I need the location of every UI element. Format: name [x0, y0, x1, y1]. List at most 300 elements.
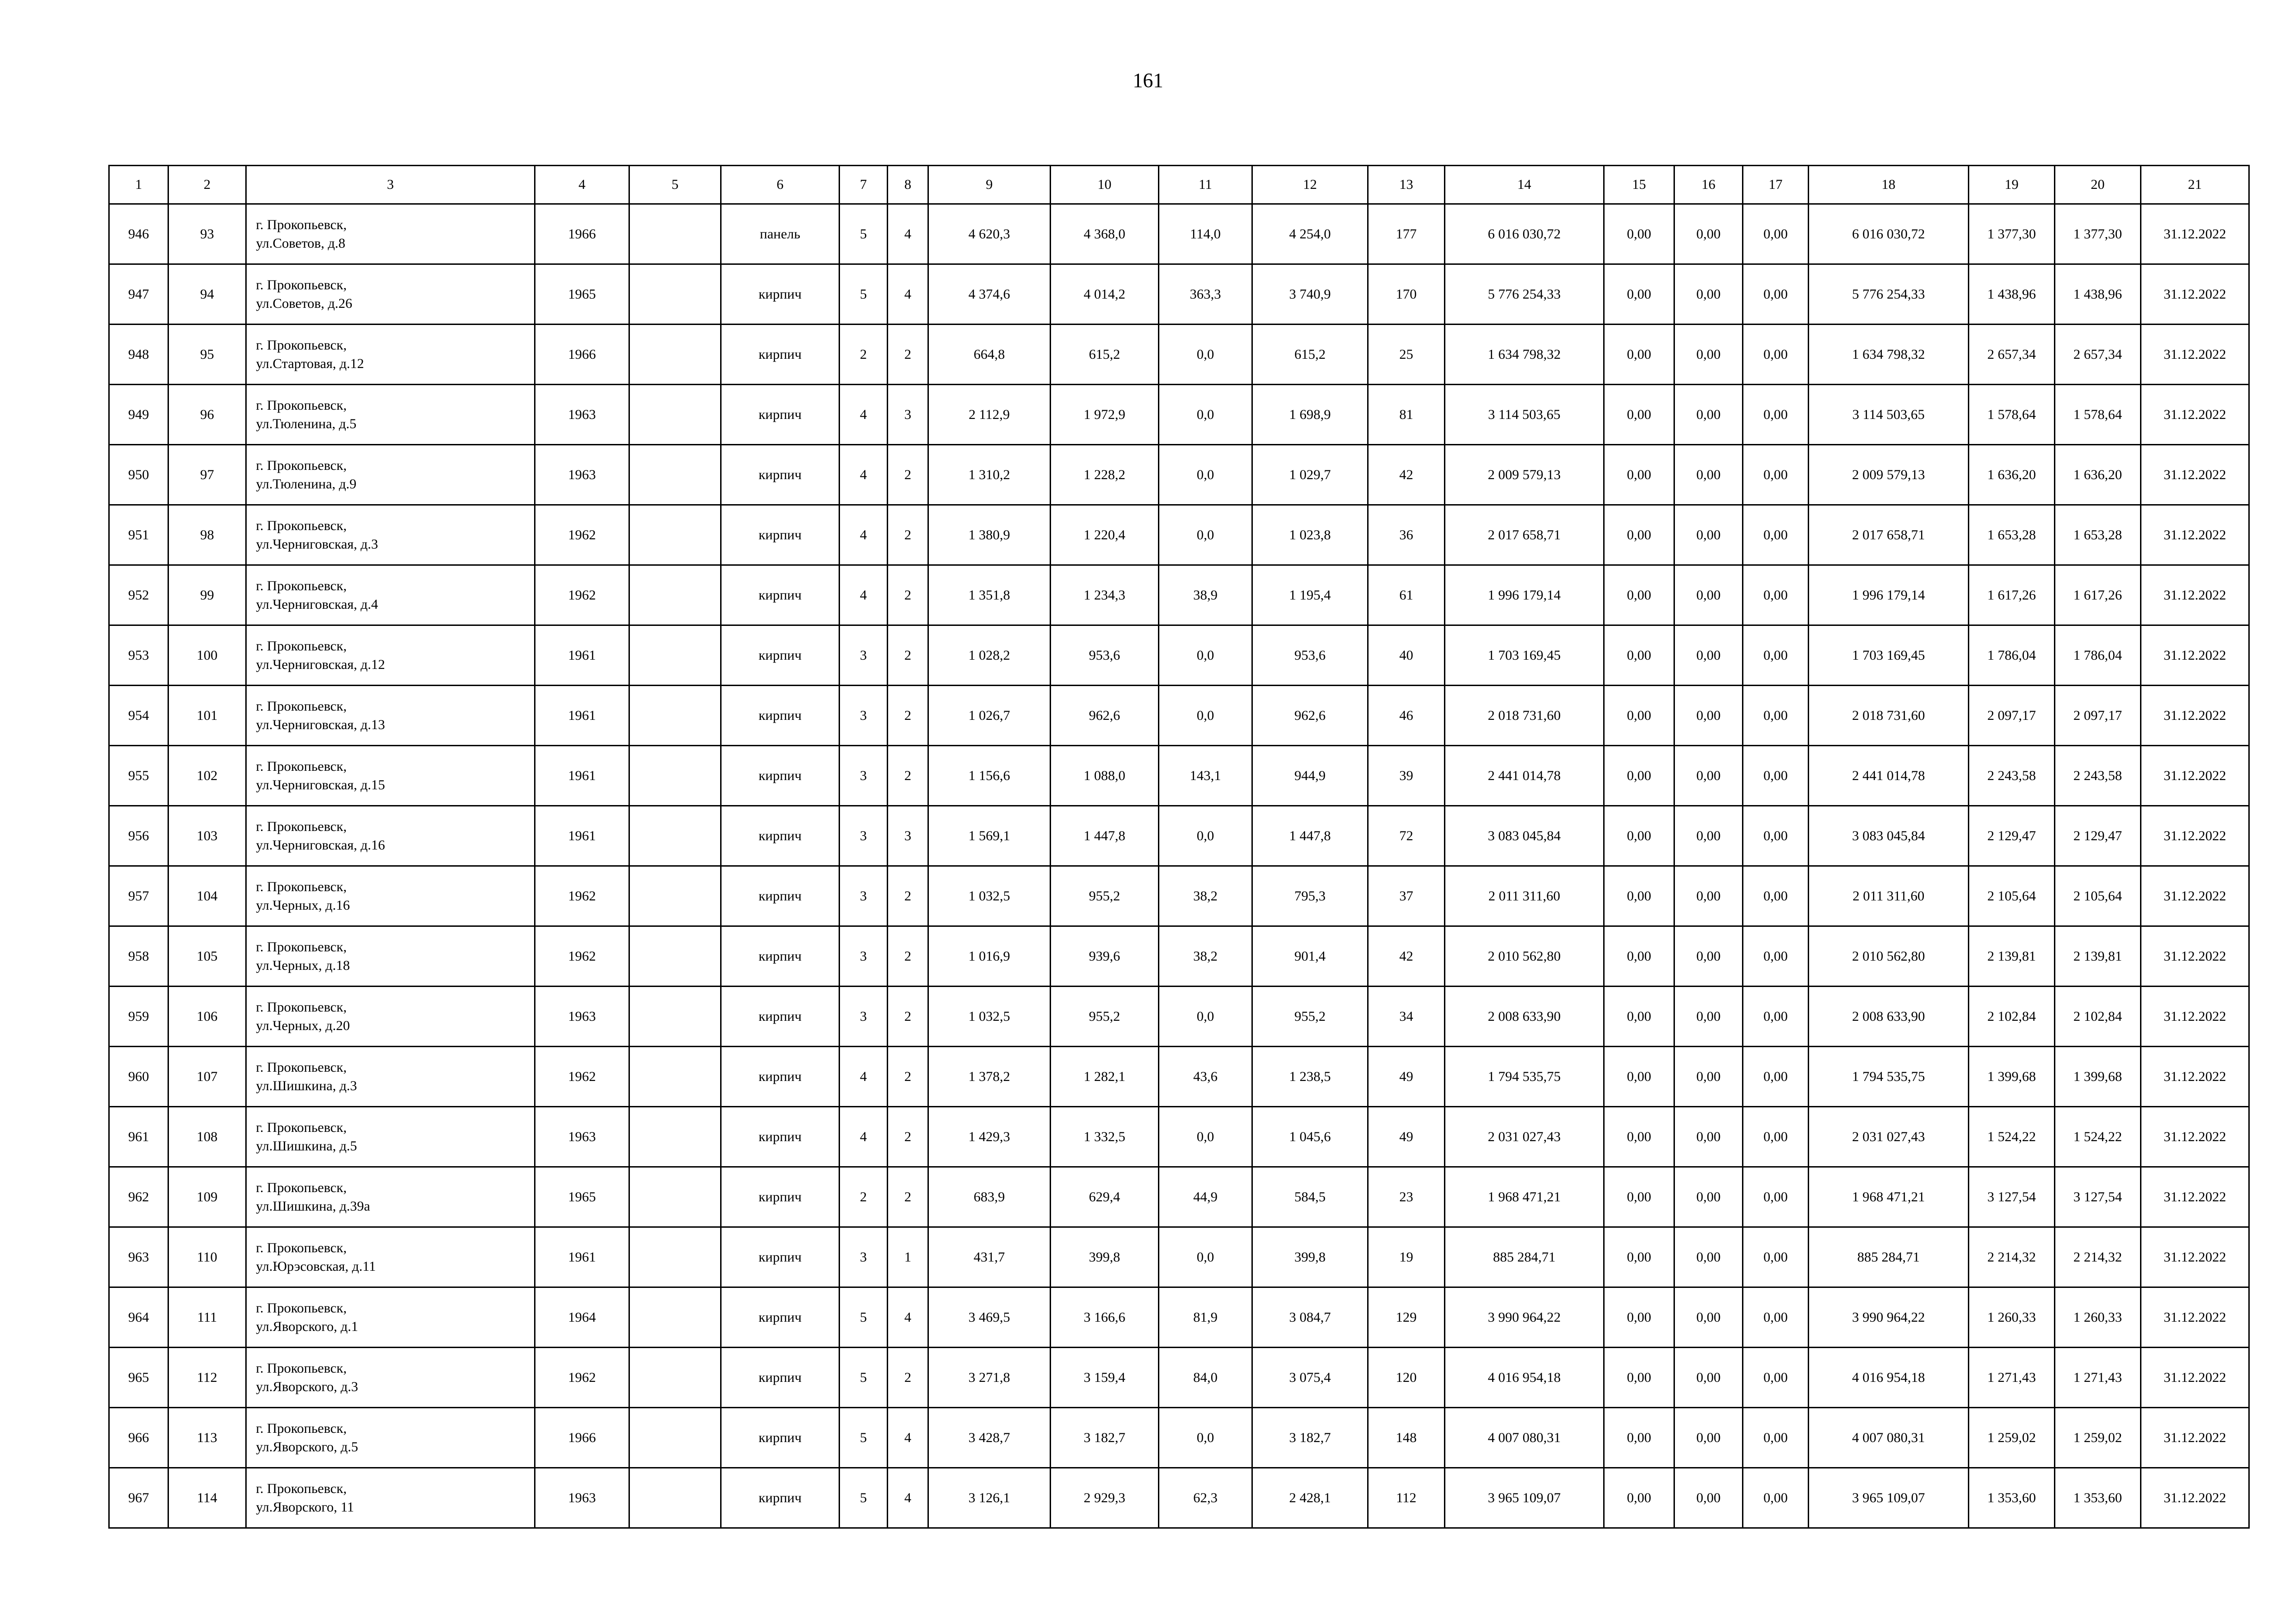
cell-col-18: 6 016 030,72: [1809, 204, 1969, 264]
cell-col-14: 885 284,71: [1445, 1227, 1604, 1287]
cell-col-7: 4: [840, 385, 888, 445]
cell-col-13: 81: [1368, 385, 1445, 445]
cell-col-20: 1 524,22: [2055, 1107, 2141, 1167]
cell-col-8: 2: [888, 565, 928, 625]
cell-col-11: 0,0: [1159, 806, 1252, 866]
address-street: ул.Юрэсовская, д.11: [256, 1258, 376, 1274]
cell-col-7: 5: [840, 264, 888, 325]
cell-col-6: кирпич: [721, 1167, 840, 1227]
cell-col-13: 177: [1368, 204, 1445, 264]
address-street: ул.Советов, д.8: [256, 235, 346, 251]
cell-col-9: 3 271,8: [928, 1348, 1051, 1408]
cell-col-15: 0,00: [1604, 866, 1674, 926]
address-cell: [246, 746, 535, 806]
cell-col-17: 0,00: [1743, 1468, 1809, 1528]
cell-col-18: 3 990 964,22: [1809, 1287, 1969, 1348]
address-cell: [246, 1107, 535, 1167]
cell-col-4: 1961: [535, 1227, 629, 1287]
cell-col-10: 3 159,4: [1051, 1348, 1159, 1408]
column-number-14: 14: [1445, 166, 1604, 204]
cell-col-7: 5: [840, 1408, 888, 1468]
cell-col-20: 2 102,84: [2055, 987, 2141, 1047]
cell-col-7: 2: [840, 325, 888, 385]
cell-col-9: 431,7: [928, 1227, 1051, 1287]
column-number-17: 17: [1743, 166, 1809, 204]
cell-col-19: 1 377,30: [1969, 204, 2055, 264]
cell-col-2: 96: [168, 385, 246, 445]
cell-col-8: 2: [888, 987, 928, 1047]
column-number-15: 15: [1604, 166, 1674, 204]
cell-col-10: 2 929,3: [1051, 1468, 1159, 1528]
cell-col-15: 0,00: [1604, 806, 1674, 866]
cell-col-11: 143,1: [1159, 746, 1252, 806]
address-street: ул.Советов, д.26: [256, 295, 353, 311]
cell-col-5: [629, 1047, 721, 1107]
cell-col-14: 5 776 254,33: [1445, 264, 1604, 325]
cell-col-11: 0,0: [1159, 1227, 1252, 1287]
cell-col-17: 0,00: [1743, 1227, 1809, 1287]
cell-col-15: 0,00: [1604, 987, 1674, 1047]
cell-col-13: 23: [1368, 1167, 1445, 1227]
cell-col-19: 1 617,26: [1969, 565, 2055, 625]
cell-col-6: кирпич: [721, 1047, 840, 1107]
column-number-20: 20: [2055, 166, 2141, 204]
cell-col-9: 1 310,2: [928, 445, 1051, 505]
cell-col-20: 2 105,64: [2055, 866, 2141, 926]
table-row: [109, 1227, 2249, 1287]
cell-col-13: 129: [1368, 1287, 1445, 1348]
address-city: г. Прокопьевск,: [256, 578, 347, 593]
cell-col-8: 2: [888, 746, 928, 806]
address-street: ул.Черниговская, д.4: [256, 596, 378, 612]
cell-col-1: 949: [109, 385, 168, 445]
cell-col-5: [629, 866, 721, 926]
cell-col-7: 4: [840, 1107, 888, 1167]
cell-col-12: 962,6: [1252, 686, 1368, 746]
cell-col-13: 61: [1368, 565, 1445, 625]
cell-col-12: 3 084,7: [1252, 1287, 1368, 1348]
cell-col-8: 4: [888, 264, 928, 325]
cell-col-13: 42: [1368, 926, 1445, 987]
cell-col-13: 148: [1368, 1408, 1445, 1468]
cell-col-7: 3: [840, 926, 888, 987]
cell-col-18: 4 016 954,18: [1809, 1348, 1969, 1408]
cell-col-10: 615,2: [1051, 325, 1159, 385]
cell-col-9: 2 112,9: [928, 385, 1051, 445]
cell-col-18: 3 114 503,65: [1809, 385, 1969, 445]
cell-col-12: 3 740,9: [1252, 264, 1368, 325]
cell-col-5: [629, 1107, 721, 1167]
cell-col-17: 0,00: [1743, 746, 1809, 806]
address-street: ул.Черниговская, д.16: [256, 837, 385, 853]
address-street: ул.Стартовая, д.12: [256, 356, 364, 371]
cell-col-21: 31.12.2022: [2141, 926, 2249, 987]
cell-col-19: 1 786,04: [1969, 625, 2055, 686]
cell-col-18: 2 010 562,80: [1809, 926, 1969, 987]
cell-col-14: 2 441 014,78: [1445, 746, 1604, 806]
cell-col-19: 1 399,68: [1969, 1047, 2055, 1107]
address-street: ул.Черниговская, д.13: [256, 717, 385, 732]
cell-col-4: 1965: [535, 1167, 629, 1227]
cell-col-6: кирпич: [721, 625, 840, 686]
cell-col-14: 2 009 579,13: [1445, 445, 1604, 505]
cell-col-1: 966: [109, 1408, 168, 1468]
cell-col-18: 2 011 311,60: [1809, 866, 1969, 926]
cell-col-17: 0,00: [1743, 1348, 1809, 1408]
cell-col-2: 109: [168, 1167, 246, 1227]
cell-col-9: 1 032,5: [928, 866, 1051, 926]
cell-col-7: 5: [840, 1468, 888, 1528]
cell-col-13: 72: [1368, 806, 1445, 866]
address-cell: [246, 565, 535, 625]
cell-col-14: 2 031 027,43: [1445, 1107, 1604, 1167]
cell-col-17: 0,00: [1743, 325, 1809, 385]
cell-col-11: 38,2: [1159, 926, 1252, 987]
cell-col-17: 0,00: [1743, 866, 1809, 926]
cell-col-5: [629, 385, 721, 445]
address-city: г. Прокопьевск,: [256, 518, 347, 533]
cell-col-2: 95: [168, 325, 246, 385]
cell-col-1: 948: [109, 325, 168, 385]
cell-col-13: 42: [1368, 445, 1445, 505]
cell-col-10: 1 088,0: [1051, 746, 1159, 806]
cell-col-5: [629, 505, 721, 565]
cell-col-14: 2 008 633,90: [1445, 987, 1604, 1047]
address-city: г. Прокопьевск,: [256, 1240, 347, 1255]
cell-col-6: кирпич: [721, 926, 840, 987]
cell-col-14: 3 990 964,22: [1445, 1287, 1604, 1348]
cell-col-2: 103: [168, 806, 246, 866]
cell-col-21: 31.12.2022: [2141, 1287, 2249, 1348]
cell-col-21: 31.12.2022: [2141, 625, 2249, 686]
cell-col-16: 0,00: [1674, 1227, 1743, 1287]
cell-col-11: 38,9: [1159, 565, 1252, 625]
cell-col-2: 110: [168, 1227, 246, 1287]
cell-col-6: кирпич: [721, 746, 840, 806]
column-number-11: 11: [1159, 166, 1252, 204]
cell-col-4: 1963: [535, 385, 629, 445]
cell-col-12: 584,5: [1252, 1167, 1368, 1227]
housing-registry-table: [108, 165, 2250, 1529]
cell-col-8: 3: [888, 806, 928, 866]
cell-col-5: [629, 264, 721, 325]
cell-col-4: 1964: [535, 1287, 629, 1348]
address-street: ул.Тюленина, д.5: [256, 416, 357, 431]
cell-col-7: 3: [840, 1227, 888, 1287]
cell-col-17: 0,00: [1743, 1047, 1809, 1107]
cell-col-18: 5 776 254,33: [1809, 264, 1969, 325]
cell-col-8: 2: [888, 445, 928, 505]
address-street: ул.Яворского, 11: [256, 1499, 354, 1515]
table-row: [109, 325, 2249, 385]
cell-col-17: 0,00: [1743, 1107, 1809, 1167]
address-cell: [246, 264, 535, 325]
cell-col-1: 961: [109, 1107, 168, 1167]
address-city: г. Прокопьевск,: [256, 818, 347, 834]
cell-col-1: 954: [109, 686, 168, 746]
cell-col-17: 0,00: [1743, 1408, 1809, 1468]
cell-col-9: 1 380,9: [928, 505, 1051, 565]
cell-col-4: 1961: [535, 746, 629, 806]
cell-col-12: 953,6: [1252, 625, 1368, 686]
cell-col-17: 0,00: [1743, 625, 1809, 686]
address-cell: [246, 1227, 535, 1287]
cell-col-12: 1 698,9: [1252, 385, 1368, 445]
cell-col-12: 901,4: [1252, 926, 1368, 987]
address-city: г. Прокопьевск,: [256, 879, 347, 894]
cell-col-19: 1 524,22: [1969, 1107, 2055, 1167]
cell-col-17: 0,00: [1743, 505, 1809, 565]
table-row: [109, 1047, 2249, 1107]
cell-col-2: 108: [168, 1107, 246, 1167]
cell-col-16: 0,00: [1674, 686, 1743, 746]
cell-col-11: 0,0: [1159, 385, 1252, 445]
cell-col-13: 170: [1368, 264, 1445, 325]
cell-col-5: [629, 325, 721, 385]
cell-col-2: 112: [168, 1348, 246, 1408]
cell-col-2: 111: [168, 1287, 246, 1348]
cell-col-7: 3: [840, 686, 888, 746]
cell-col-18: 2 018 731,60: [1809, 686, 1969, 746]
cell-col-10: 4 014,2: [1051, 264, 1159, 325]
cell-col-6: кирпич: [721, 987, 840, 1047]
address-city: г. Прокопьевск,: [256, 1119, 347, 1135]
cell-col-21: 31.12.2022: [2141, 565, 2249, 625]
address-street: ул.Яворского, д.3: [256, 1379, 358, 1394]
address-street: ул.Черниговская, д.3: [256, 536, 378, 552]
cell-col-14: 6 016 030,72: [1445, 204, 1604, 264]
column-number-9: 9: [928, 166, 1051, 204]
cell-col-16: 0,00: [1674, 1287, 1743, 1348]
cell-col-7: 3: [840, 625, 888, 686]
column-number-18: 18: [1809, 166, 1969, 204]
cell-col-19: 1 259,02: [1969, 1408, 2055, 1468]
cell-col-15: 0,00: [1604, 1167, 1674, 1227]
cell-col-19: 3 127,54: [1969, 1167, 2055, 1227]
cell-col-21: 31.12.2022: [2141, 264, 2249, 325]
table-row: [109, 204, 2249, 264]
cell-col-1: 962: [109, 1167, 168, 1227]
cell-col-19: 2 097,17: [1969, 686, 2055, 746]
address-street: ул.Черниговская, д.15: [256, 777, 385, 793]
cell-col-6: кирпич: [721, 866, 840, 926]
cell-col-20: 1 353,60: [2055, 1468, 2141, 1528]
cell-col-8: 2: [888, 1107, 928, 1167]
cell-col-21: 31.12.2022: [2141, 1047, 2249, 1107]
cell-col-21: 31.12.2022: [2141, 325, 2249, 385]
address-city: г. Прокопьевск,: [256, 999, 347, 1015]
cell-col-11: 0,0: [1159, 987, 1252, 1047]
address-cell: [246, 1348, 535, 1408]
cell-col-12: 1 447,8: [1252, 806, 1368, 866]
cell-col-6: кирпич: [721, 385, 840, 445]
cell-col-16: 0,00: [1674, 625, 1743, 686]
cell-col-2: 99: [168, 565, 246, 625]
cell-col-15: 0,00: [1604, 1287, 1674, 1348]
column-number-1: 1: [109, 166, 168, 204]
cell-col-10: 953,6: [1051, 625, 1159, 686]
cell-col-5: [629, 1468, 721, 1528]
cell-col-9: 3 469,5: [928, 1287, 1051, 1348]
cell-col-18: 2 031 027,43: [1809, 1107, 1969, 1167]
cell-col-10: 629,4: [1051, 1167, 1159, 1227]
address-city: г. Прокопьевск,: [256, 638, 347, 654]
cell-col-21: 31.12.2022: [2141, 1408, 2249, 1468]
cell-col-4: 1962: [535, 505, 629, 565]
address-city: г. Прокопьевск,: [256, 457, 347, 473]
cell-col-13: 40: [1368, 625, 1445, 686]
cell-col-1: 957: [109, 866, 168, 926]
address-city: г. Прокопьевск,: [256, 1480, 347, 1496]
address-cell: [246, 625, 535, 686]
cell-col-15: 0,00: [1604, 325, 1674, 385]
cell-col-10: 962,6: [1051, 686, 1159, 746]
cell-col-21: 31.12.2022: [2141, 806, 2249, 866]
cell-col-21: 31.12.2022: [2141, 866, 2249, 926]
cell-col-20: 1 636,20: [2055, 445, 2141, 505]
cell-col-15: 0,00: [1604, 1468, 1674, 1528]
cell-col-17: 0,00: [1743, 686, 1809, 746]
cell-col-5: [629, 1287, 721, 1348]
cell-col-19: 1 353,60: [1969, 1468, 2055, 1528]
table-row: [109, 866, 2249, 926]
cell-col-15: 0,00: [1604, 1348, 1674, 1408]
cell-col-14: 4 016 954,18: [1445, 1348, 1604, 1408]
cell-col-16: 0,00: [1674, 204, 1743, 264]
column-number-6: 6: [721, 166, 840, 204]
address-cell: [246, 1047, 535, 1107]
cell-col-11: 0,0: [1159, 1408, 1252, 1468]
cell-col-20: 1 438,96: [2055, 264, 2141, 325]
table-row: [109, 1287, 2249, 1348]
cell-col-1: 952: [109, 565, 168, 625]
cell-col-15: 0,00: [1604, 1227, 1674, 1287]
cell-col-12: 4 254,0: [1252, 204, 1368, 264]
cell-col-13: 25: [1368, 325, 1445, 385]
cell-col-6: кирпич: [721, 325, 840, 385]
cell-col-12: 1 029,7: [1252, 445, 1368, 505]
cell-col-4: 1962: [535, 926, 629, 987]
cell-col-13: 39: [1368, 746, 1445, 806]
cell-col-18: 2 009 579,13: [1809, 445, 1969, 505]
cell-col-5: [629, 625, 721, 686]
cell-col-7: 3: [840, 987, 888, 1047]
cell-col-14: 1 968 471,21: [1445, 1167, 1604, 1227]
column-number-13: 13: [1368, 166, 1445, 204]
cell-col-5: [629, 686, 721, 746]
cell-col-6: кирпич: [721, 1287, 840, 1348]
cell-col-4: 1961: [535, 806, 629, 866]
cell-col-5: [629, 1408, 721, 1468]
cell-col-7: 5: [840, 204, 888, 264]
cell-col-13: 34: [1368, 987, 1445, 1047]
cell-col-12: 1 195,4: [1252, 565, 1368, 625]
cell-col-7: 3: [840, 746, 888, 806]
cell-col-16: 0,00: [1674, 264, 1743, 325]
table-row: [109, 264, 2249, 325]
cell-col-15: 0,00: [1604, 565, 1674, 625]
cell-col-19: 2 243,58: [1969, 746, 2055, 806]
cell-col-12: 399,8: [1252, 1227, 1368, 1287]
cell-col-21: 31.12.2022: [2141, 1167, 2249, 1227]
cell-col-9: 1 026,7: [928, 686, 1051, 746]
cell-col-10: 1 447,8: [1051, 806, 1159, 866]
cell-col-17: 0,00: [1743, 1287, 1809, 1348]
cell-col-9: 4 620,3: [928, 204, 1051, 264]
cell-col-15: 0,00: [1604, 1047, 1674, 1107]
cell-col-8: 2: [888, 866, 928, 926]
cell-col-7: 4: [840, 565, 888, 625]
cell-col-15: 0,00: [1604, 445, 1674, 505]
cell-col-9: 1 028,2: [928, 625, 1051, 686]
address-street: ул.Черных, д.20: [256, 1018, 350, 1033]
table-row: [109, 926, 2249, 987]
column-number-5: 5: [629, 166, 721, 204]
cell-col-6: кирпич: [721, 1468, 840, 1528]
cell-col-9: 1 156,6: [928, 746, 1051, 806]
address-cell: [246, 325, 535, 385]
cell-col-2: 106: [168, 987, 246, 1047]
table-row: [109, 445, 2249, 505]
cell-col-4: 1966: [535, 325, 629, 385]
cell-col-9: 664,8: [928, 325, 1051, 385]
cell-col-2: 104: [168, 866, 246, 926]
cell-col-15: 0,00: [1604, 686, 1674, 746]
cell-col-5: [629, 806, 721, 866]
cell-col-12: 2 428,1: [1252, 1468, 1368, 1528]
cell-col-15: 0,00: [1604, 746, 1674, 806]
cell-col-9: 1 429,3: [928, 1107, 1051, 1167]
cell-col-19: 1 271,43: [1969, 1348, 2055, 1408]
cell-col-21: 31.12.2022: [2141, 385, 2249, 445]
cell-col-12: 3 075,4: [1252, 1348, 1368, 1408]
cell-col-6: кирпич: [721, 1408, 840, 1468]
cell-col-1: 953: [109, 625, 168, 686]
cell-col-14: 2 010 562,80: [1445, 926, 1604, 987]
cell-col-11: 0,0: [1159, 625, 1252, 686]
cell-col-19: 1 438,96: [1969, 264, 2055, 325]
cell-col-17: 0,00: [1743, 204, 1809, 264]
table-row: [109, 625, 2249, 686]
cell-col-21: 31.12.2022: [2141, 445, 2249, 505]
address-cell: [246, 445, 535, 505]
cell-col-16: 0,00: [1674, 866, 1743, 926]
cell-col-8: 2: [888, 505, 928, 565]
cell-col-13: 120: [1368, 1348, 1445, 1408]
table-row: [109, 686, 2249, 746]
address-city: г. Прокопьевск,: [256, 277, 347, 293]
cell-col-7: 2: [840, 1167, 888, 1227]
address-cell: [246, 1468, 535, 1528]
table-row: [109, 505, 2249, 565]
address-cell: [246, 1287, 535, 1348]
cell-col-19: 2 139,81: [1969, 926, 2055, 987]
cell-col-19: 1 260,33: [1969, 1287, 2055, 1348]
address-street: ул.Черных, д.16: [256, 897, 350, 913]
table-row: [109, 385, 2249, 445]
address-street: ул.Яворского, д.5: [256, 1439, 358, 1455]
cell-col-10: 955,2: [1051, 987, 1159, 1047]
cell-col-16: 0,00: [1674, 445, 1743, 505]
cell-col-16: 0,00: [1674, 505, 1743, 565]
cell-col-7: 3: [840, 806, 888, 866]
cell-col-6: кирпич: [721, 1348, 840, 1408]
cell-col-11: 38,2: [1159, 866, 1252, 926]
cell-col-10: 1 282,1: [1051, 1047, 1159, 1107]
cell-col-18: 1 996 179,14: [1809, 565, 1969, 625]
column-number-10: 10: [1051, 166, 1159, 204]
cell-col-10: 1 228,2: [1051, 445, 1159, 505]
